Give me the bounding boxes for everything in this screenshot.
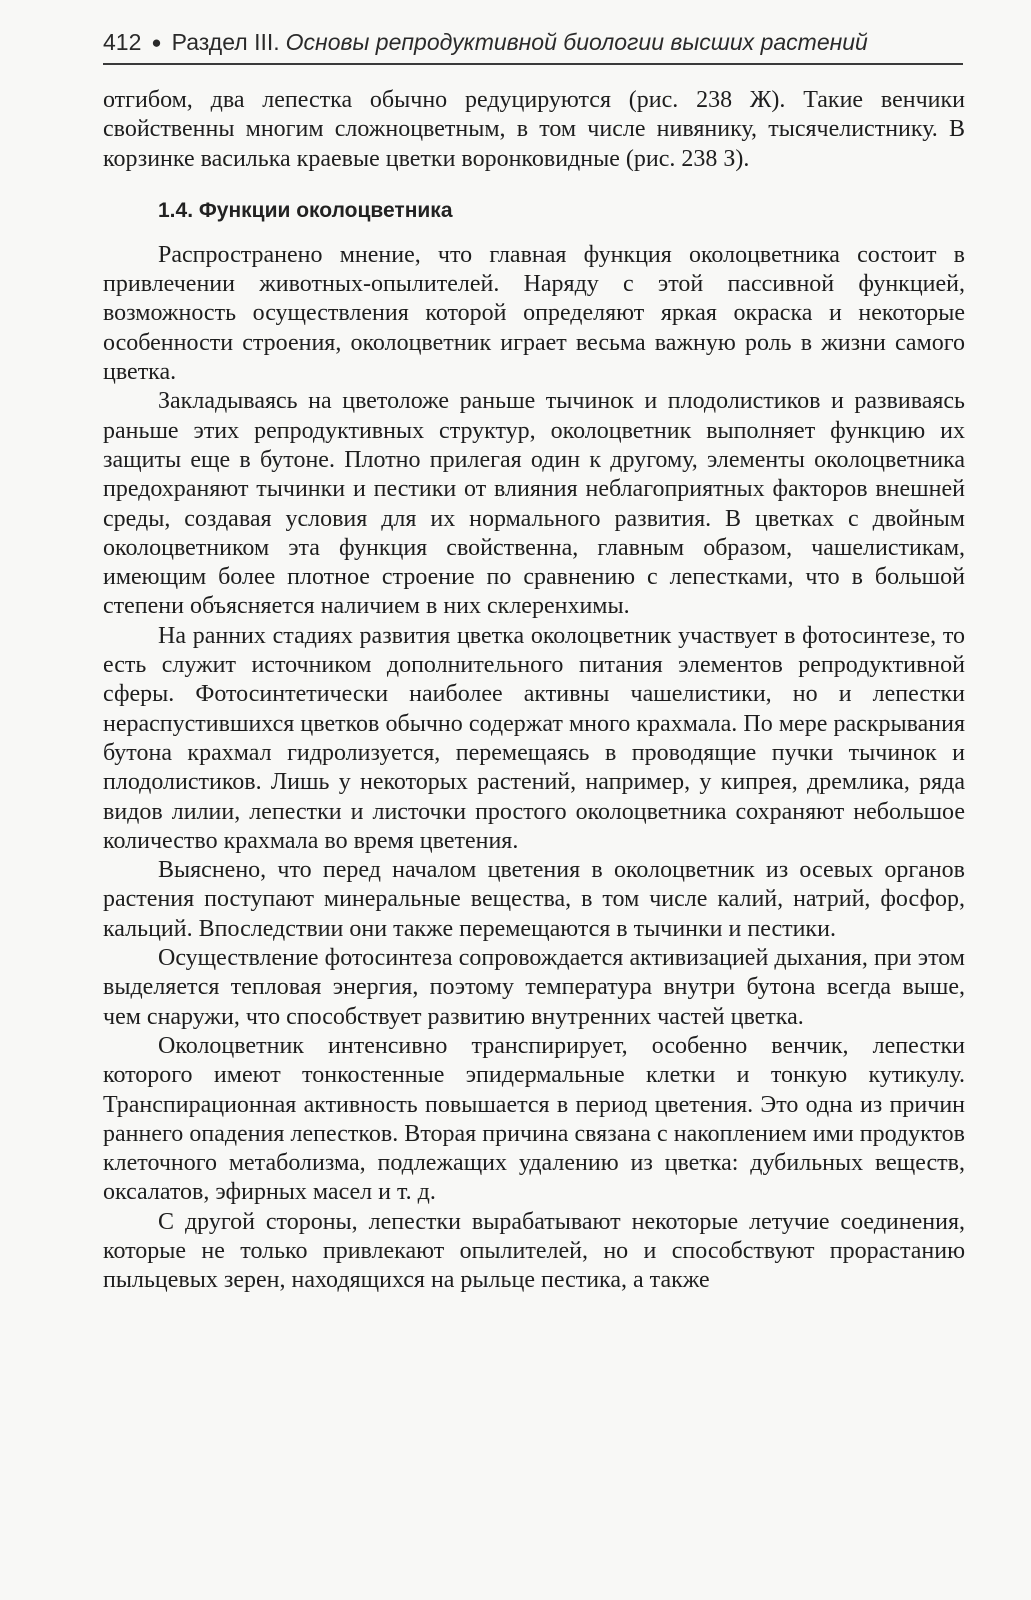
page-number: 412 xyxy=(103,29,142,55)
body-paragraph: На ранних стадиях развития цветка околоцветник участвует в фотосинтезе, то есть служит источником дополнительного питания элементов репродуктивной сферы. Фотосинтетически наиболее активны чашелистики, но и лепестки нераспустившихся цветков обычно содержат много крахмала. По мере раскрывания бутона крахмал гидролизуется, перемещаясь в проводящие пучки тычинок и плодолистиков. Лишь у некоторых растений, например, у кипрея, дремлика, ряда видов лилии, лепестки и листочки простого околоцветника сохраняют небольшое количество крахмала во время цветения. xyxy=(103,622,965,854)
header-divider xyxy=(103,63,963,65)
bullet-icon: ● xyxy=(151,33,162,52)
body-paragraph: Закладываясь на цветоложе раньше тычинок и плодолистиков и развиваясь раньше этих репродуктивных структур, околоцветник выполняет функцию их защиты еще в бутоне. Плотно прилегая один к другому, элементы околоцветника предохраняют тычинки и пестики от влияния неблагоприятных факторов внешней среды, создавая условия для их нормального развития. В цветках с двойным околоцветником эта функция свойственна, главным образом, чашелистикам, имеющим более плотное строение по сравнению с лепестками, что в большой степени объясняется наличием в них склеренхимы. xyxy=(103,388,965,620)
body-paragraph: Околоцветник интенсивно транспирирует, особенно венчик, лепестки которого имеют тонкостенные эпидермальные клетки и тонкую кутикулу. Транспирационная активность повышается в период цветения. Это одна из причин раннего опадения лепестков. Вторая причина связана с накоплением ими продуктов клеточного метаболизма, подлежащих удалению из цветка: дубильных веществ, оксалатов, эфирных масел и т. д. xyxy=(103,1032,965,1206)
continuation-paragraph: отгибом, два лепестка обычно редуцируются (рис. 238 Ж). Такие венчики свойственны многим сложноцветным, в том числе нивянику, тысячелистнику. В корзинке василька краевые цветки воронковидные (рис. 238 З). xyxy=(103,87,965,172)
section-label: Раздел III. xyxy=(171,29,280,55)
body-paragraph: Распространено мнение, что главная функция околоцветника состоит в привлечении животных-опылителей. Наряду с этой пассивной функцией, возможность осуществления которой определяют яркая окраска и некоторые особенности строения, околоцветник играет весьма важную роль в жизни самого цветка. xyxy=(103,241,965,386)
section-heading: 1.4. Функции околоцветника xyxy=(158,198,453,222)
body-paragraph: С другой стороны, лепестки вырабатывают некоторые летучие соединения, которые не только привлекают опылителей, но и способствуют прорастанию пыльцевых зерен, находящихся на рыльце пестика, а также xyxy=(103,1208,965,1294)
chapter-title: Основы репродуктивной биологии высших растений xyxy=(285,29,868,55)
body-paragraph: Осуществление фотосинтеза сопровождается активизацией дыхания, при этом выделяется тепловая энергия, поэтому температура внутри бутона всегда выше, чем снаружи, что способствует развитию внутренних частей цветка. xyxy=(103,945,965,1030)
body-paragraph: Выяснено, что перед началом цветения в околоцветник из осевых органов растения поступают минеральные вещества, в том числе калий, натрий, фосфор, кальций. Впоследствии они также перемещаются в тычинки и пестики. xyxy=(103,857,965,942)
running-header xyxy=(103,24,963,60)
page-body xyxy=(103,86,965,1296)
